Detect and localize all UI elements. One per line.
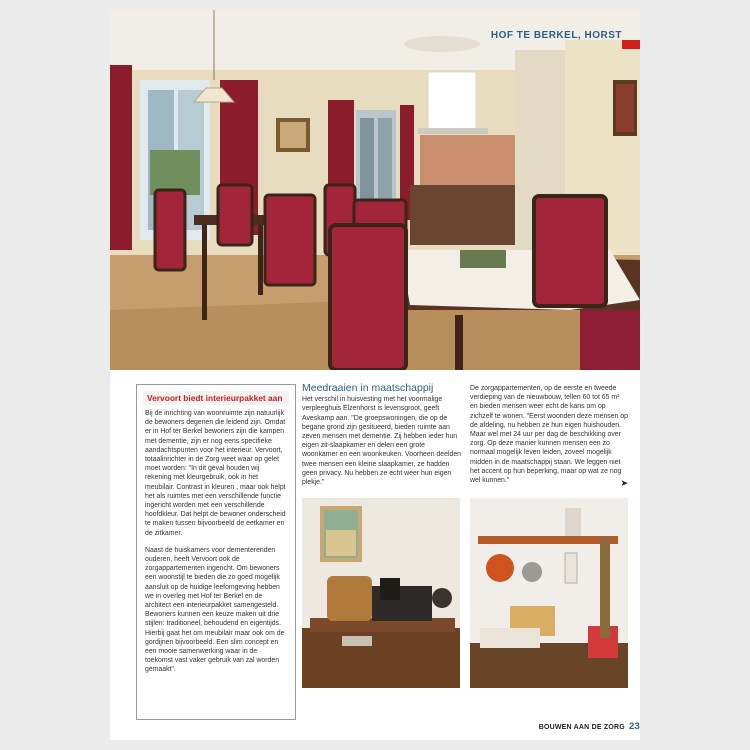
page-number: 23 (629, 721, 640, 732)
sidebar-heading: Vervoort biedt interieurpakket aan (143, 391, 289, 405)
hero-photo-dining-room (110, 10, 640, 370)
header-location-tag: HOF TE BERKEL, HORST (490, 30, 622, 41)
article-column-2 (470, 384, 628, 488)
sidebar-box (136, 384, 296, 720)
article-heading: Meedraaien in maatschappij (302, 382, 434, 394)
photo-sewing-machine (302, 498, 460, 688)
continue-arrow-icon: ➤ (620, 478, 628, 489)
article-paragraph: Het verschil in huisvesting met het voormalige verpleeghuis Elzenhorst is levensgroot, geeft Aveskamp aan. "De groepswoningen, die op de begane grond zijn gesitueerd, bieden ruimte aan zeven mensen met dementie. Zij hebben ieder hun eigen zit-slaapkamer en delen een grote woonkamer en een woonkeuken. Voorheen deelden twee mensen een kleine slaapkamer, ze hadden geen privacy. Nu hebben ze echt weer hun eigen plekje." (302, 396, 461, 487)
magazine-page (110, 10, 640, 740)
sidebar-paragraph: Naast de huiskamers voor dementerenden ouderen, heeft Vervoort ook de zorgappartementen ingericht. Om bewoners een woonstijl te bieden die zo goed mogelijk aansluit op de huidige leefomgeving hebben we in overleg met Hof ter Berkel en de architect een interieurpakket samengesteld. Bewoners kunnen een keuze maken uit drie stijlen: traditioneel, behoudend en eigentijds. Hierbij gaat het om meubilair maar ook om de gordijnen bijvoorbeeld. Een slim concept en een mooie samenwerking waar in de toekomst vast vaker gebruik van zal worden gemaakt". (145, 546, 285, 674)
photo-kitchen-shelf (470, 498, 628, 688)
article-paragraph: De zorgappartementen, op de eerste en tweede verdieping van de nieuwbouw, tellen 60 tot 65 m² en bieden mensen weer echt de kans om op zichzelf te wonen. "Eerst woonden deze mensen op de afdeling, nu hebben ze hun eigen huishouden. Maar wel met 24 uur per dag de beschikking over zorg. Op deze manier kunnen mensen een zo normaal mogelijk leven leiden, zoveel mogelijk midden in de maatschappij staan. We leggen niet het accent op hun beperking, maar op wat ze nog wel kunnen." (470, 385, 628, 485)
header-red-bar (622, 40, 640, 49)
footer-label: BOUWEN AAN DE ZORG (538, 724, 625, 731)
sidebar-paragraph: Bij de inrichting van woonruimte zijn natuurlijk de bewoners degenen die leidend zijn. Omdat er in Hof ter Berkel bewoners zijn die kampen met dementie, zijn er nog eens specifieke aandachtspunten voor het interieur. Vervoort, totaalinrichter in de Zorg weet waar op gelet moet worden: "In dit geval houden wij rekening met kleurgebruik, ook in het meubilair. Contrast in kleuren , maar ook helpt het als ruimtes met een verschillende functie ingericht worden met een verschillende hoofdkleur. Dat helpt de bewoner onderscheid te maken tussen bijvoorbeeld de eetkamer en de zitkamer. (145, 410, 286, 537)
article-column-1 (302, 384, 462, 487)
page-footer (539, 721, 640, 732)
